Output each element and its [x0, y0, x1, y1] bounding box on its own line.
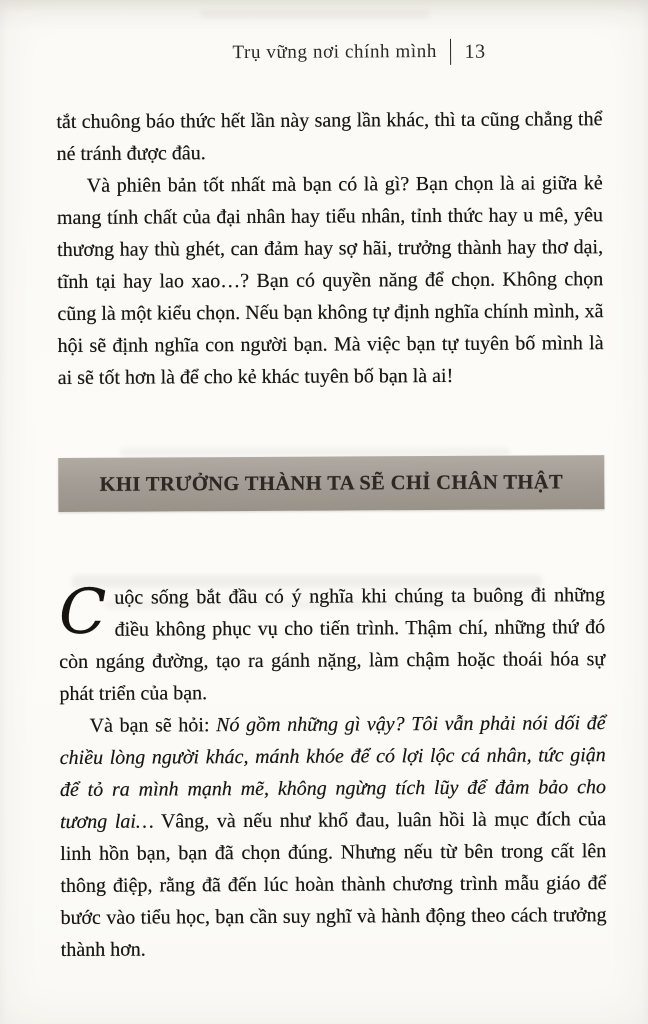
section-heading-bar — [58, 455, 604, 512]
section-heading: KHI TRƯỞNG THÀNH TA SẼ CHỈ CHÂN THẬT — [99, 470, 564, 496]
paragraph-question-italic: Nó gồm những gì vậy? Tôi vẫn phải nói dối để chiều lòng người khác, mánh khóe để có lợi lộc cá nhân, tức giận để tỏ ra mình mạnh mẽ, không ngừng tích lũy để đảm bảo cho tương lai… — [59, 712, 606, 833]
running-header-title: Trụ vững nơi chính mình — [232, 41, 437, 64]
page-number: 13 — [464, 40, 486, 63]
paragraph-dropcap-text: uộc sống bắt đầu có ý nghĩa khi chúng ta buông đi những điều không phục vụ cho tiến trình. Thậm chí, những thứ đó còn ngáng đường, tạo ra gánh nặng, làm chậm hoặc thoái hóa sự phát triển của bạn. — [59, 584, 606, 705]
bleedthrough-mark — [200, 10, 430, 18]
paragraph-question-lead: Và bạn sẽ hỏi: — [89, 714, 217, 737]
drop-cap-letter: C — [58, 574, 107, 648]
header-separator — [450, 39, 452, 65]
running-header — [116, 37, 602, 68]
paragraph-continuation: tắt chuông báo thức hết lần này sang lần khác, thì ta cũng chẳng thể né tránh được đâu. — [56, 108, 603, 165]
paragraph-best-version: Và phiên bản tốt nhất mà bạn có là gì? Bạn chọn là ai giữa kẻ mang tính chất của đại nhân hay tiểu nhân, tỉnh thức hay u mê, yêu thương hay thù ghét, can đảm hay sợ hãi, trưởng thành hay thơ dại, tĩnh tại hay lao xao…? Bạn có quyền năng để chọn. Không chọn cũng là một kiểu chọn. Nếu bạn không tự định nghĩa chính mình, xã hội sẽ định nghĩa con người bạn. Mà việc bạn tự tuyên bố mình là ai sẽ tốt hơn là để cho kẻ khác tuyên bố bạn là ai! — [56, 172, 604, 389]
paragraph-question — [60, 707, 607, 966]
page-content — [56, 37, 607, 966]
paragraph-dropcap — [58, 574, 606, 710]
paragraph-question-rest: Vâng, và nếu như khổ đau, luân hồi là mục đích của linh hồn bạn, bạn đã chọn đúng. Nhưng nếu từ bên trong cất lên thông điệp, rằng đã đến lúc hoàn thành chương trình mẫu giáo để bước vào tiểu học, bạn cần suy nghĩ và hành động theo cách trưởng thành hơn. — [60, 808, 607, 961]
